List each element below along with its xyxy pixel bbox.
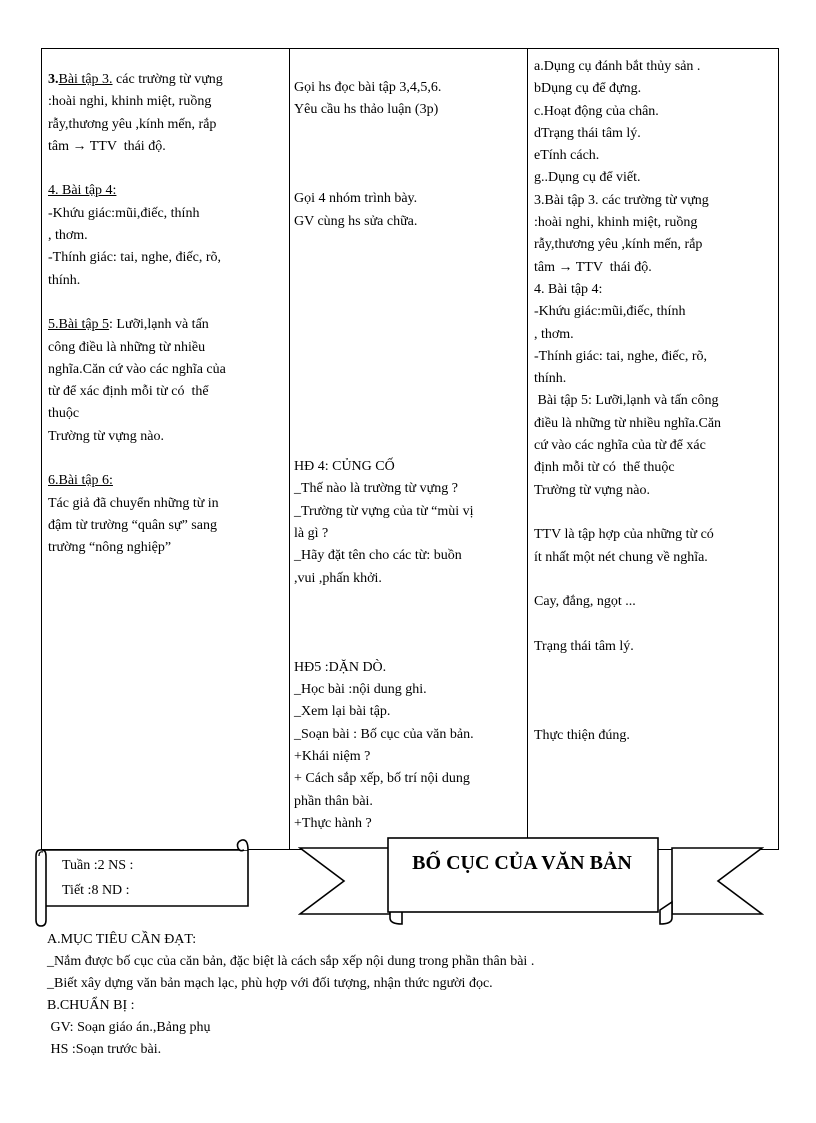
- text-line: GV cùng hs sửa chữa.: [294, 213, 418, 229]
- text-line: Trường từ vựng nào.: [48, 428, 164, 444]
- text-line: Gọi 4 nhóm trình bày.: [294, 191, 418, 207]
- text-line: 3.Bài tập 3. các trường từ vựng: [534, 192, 709, 208]
- blank-line: [294, 255, 524, 277]
- text-line: +Thực hành ?: [294, 815, 372, 831]
- blank-line: [48, 292, 284, 314]
- text-line: HĐ 4: CỦNG CỐ: [294, 459, 395, 475]
- text-line: TTV là tập hợp của những từ có: [534, 527, 714, 543]
- text-line: ít nhất một nét chung về nghĩa.: [534, 549, 708, 565]
- text-line: c.Hoạt động của chân.: [534, 103, 659, 119]
- text-line: Trường từ vựng nào.: [534, 482, 650, 498]
- column-divider: [289, 49, 290, 849]
- text-line: _Trường từ vựng của từ “mùi vị: [294, 503, 474, 519]
- blank-line: [294, 144, 524, 166]
- blank-line: [294, 278, 524, 300]
- text-line: Trạng thái tâm lý.: [534, 638, 634, 654]
- blank-line: [294, 122, 524, 144]
- text-line: từ để xác định mỗi từ có thể: [48, 384, 209, 400]
- text-line: -Thính giác: tai, nghe, điếc, rõ,: [534, 348, 707, 364]
- text-line: điều là những từ nhiều nghĩa.Căn: [534, 415, 722, 431]
- exercise-title: Bài tập 3.: [58, 72, 113, 87]
- text-line: tâm → TTV thái độ.: [48, 138, 166, 154]
- lesson-objectives: [47, 929, 534, 1061]
- section-heading: B.CHUẨN BỊ :: [47, 998, 135, 1013]
- blank-line: [294, 389, 524, 411]
- text-line: , thơm.: [534, 326, 574, 342]
- text-line: thính.: [534, 371, 567, 387]
- text-line: Gọi hs đọc bài tập 3,4,5,6.: [294, 80, 442, 95]
- content-column: [48, 69, 284, 560]
- exercise-text: : Lưỡi,lạnh và tấn: [109, 317, 209, 333]
- blank-line: [294, 634, 524, 656]
- text-line: bDụng cụ để đựng.: [534, 81, 642, 97]
- text-line: , thơm.: [48, 228, 88, 244]
- exercise-heading: [48, 314, 284, 336]
- text-line: HS :Soạn trước bài.: [47, 1042, 162, 1057]
- teacher-activity-column: [294, 77, 524, 835]
- text-line: _Biết xây dựng văn bản mạch lạc, phù hợp với đối tượng, nhận thức người đọc.: [47, 976, 493, 991]
- blank-line: [534, 502, 774, 524]
- text-line: trường “nông nghiệp”: [48, 540, 172, 556]
- text-line: rẫy,thương yêu ,kính mến, rắp: [48, 116, 217, 132]
- text-line: công điều là những từ nhiều: [48, 339, 206, 355]
- text-line: _Thế nào là trường từ vựng ?: [294, 481, 458, 497]
- blank-line: [534, 613, 774, 635]
- blank-line: [48, 158, 284, 180]
- text-line: +Khái niệm ?: [294, 748, 371, 764]
- text-line: HĐ5 :DẶN DÒ.: [294, 659, 387, 675]
- blank-line: [294, 300, 524, 322]
- section-heading: A.MỤC TIÊU CẦN ĐẠT:: [47, 932, 197, 947]
- blank-line: [534, 658, 774, 680]
- text-line: thính.: [48, 272, 81, 288]
- blank-line: [294, 612, 524, 634]
- page-title: BỐ CỤC CỦA VĂN BẢN: [412, 852, 632, 874]
- title-banner: [298, 836, 764, 928]
- text-line: _Soạn bài : Bố cục của văn bản.: [294, 726, 474, 742]
- blank-line: [534, 703, 774, 725]
- text-line: là gì ?: [294, 525, 329, 541]
- scroll-frame: [34, 836, 256, 928]
- blank-line: [294, 434, 524, 456]
- blank-line: [294, 345, 524, 367]
- text-line: _Xem lại bài tập.: [294, 704, 391, 720]
- blank-line: [294, 166, 524, 188]
- week-label: Tuần :2 NS :: [62, 858, 134, 873]
- blank-line: [294, 367, 524, 389]
- text-line: ,vui ,phấn khởi.: [294, 570, 382, 586]
- text-line: _Nắm được bố cục của căn bản, đặc biệt là cách sắp xếp nội dung trong phần thân bài .: [47, 954, 535, 969]
- text-line: Thực thiện đúng.: [534, 727, 630, 743]
- text-line: _Hãy đặt tên cho các từ: buồn: [294, 548, 462, 564]
- text-line: Bài tập 5: Lưỡi,lạnh và tấn công: [534, 393, 719, 409]
- text-line: Cay, đắng, ngọt ...: [534, 594, 636, 610]
- exercise-heading: [48, 69, 284, 91]
- student-activity-column: [534, 56, 774, 747]
- text-line: rẫy,thương yêu ,kính mến, rắp: [534, 237, 703, 253]
- text-line: 4. Bài tập 4:: [534, 281, 603, 297]
- text-line: -Khứu giác:mũi,điếc, thính: [48, 205, 200, 221]
- text-line: thuộc: [48, 406, 80, 422]
- exercise-text: các trường từ vựng: [112, 72, 223, 87]
- exercise-title: 5.Bài tập 5: [48, 317, 110, 333]
- lesson-table: [41, 48, 779, 850]
- text-line: _Học bài :nội dung ghi.: [294, 682, 427, 698]
- text-line: :hoài nghi, khinh miệt, ruồng: [534, 215, 698, 231]
- text-line: -Thính giác: tai, nghe, điếc, rõ,: [48, 250, 221, 266]
- text-line: nghĩa.Căn cứ vào các nghĩa của: [48, 361, 226, 377]
- text-line: dTrạng thái tâm lý.: [534, 125, 641, 141]
- exercise-number: 3.: [48, 72, 59, 87]
- text-line: -Khứu giác:mũi,điếc, thính: [534, 304, 686, 320]
- blank-line: [294, 322, 524, 344]
- text-line: Yêu cầu hs thảo luận (3p): [294, 102, 439, 118]
- blank-line: [48, 448, 284, 470]
- text-line: phần thân bài.: [294, 793, 373, 809]
- blank-line: [294, 590, 524, 612]
- text-line: tâm → TTV thái độ.: [534, 259, 652, 275]
- text-line: a.Dụng cụ đánh bắt thủy sản .: [534, 59, 701, 74]
- text-line: :hoài nghi, khinh miệt, ruồng: [48, 94, 212, 110]
- blank-line: [534, 680, 774, 702]
- text-line: Tác giả đã chuyển những từ in: [48, 495, 219, 511]
- column-divider: [527, 49, 528, 849]
- period-label: Tiết :8 ND :: [62, 883, 130, 898]
- exercise-heading: 4. Bài tập 4:: [48, 183, 117, 199]
- blank-line: [534, 569, 774, 591]
- blank-line: [294, 411, 524, 433]
- text-line: GV: Soạn giáo án.,Bảng phụ: [47, 1020, 211, 1035]
- text-line: đậm từ trường “quân sự” sang: [48, 517, 217, 533]
- exercise-heading: 6.Bài tập 6:: [48, 473, 113, 489]
- text-line: định mỗi từ có thể thuộc: [534, 460, 675, 476]
- blank-line: [294, 233, 524, 255]
- text-line: eTính cách.: [534, 148, 600, 164]
- text-line: g..Dụng cụ để viết.: [534, 170, 641, 186]
- text-line: cứ vào các nghĩa của từ để xác: [534, 438, 706, 454]
- text-line: + Cách sắp xếp, bố trí nội dung: [294, 771, 470, 787]
